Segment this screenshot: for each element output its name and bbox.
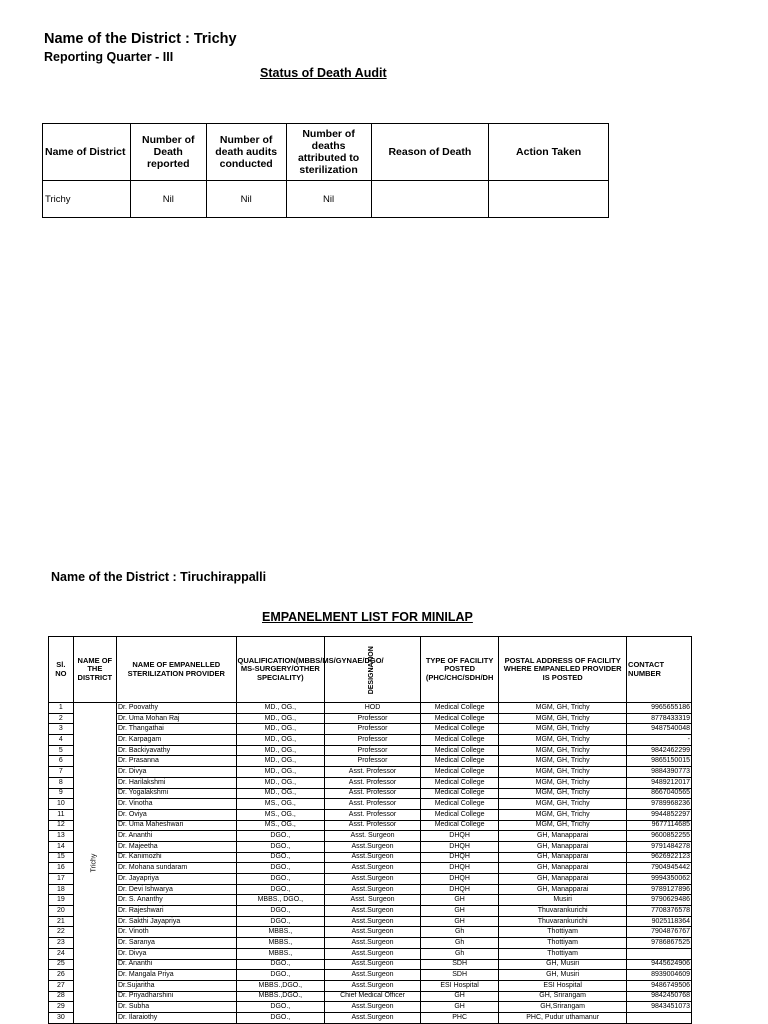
table-row: [49, 991, 692, 1002]
postal-address-cell: MGM, GH, Trichy: [499, 745, 627, 756]
provider-name-cell: Dr. Ananthi: [116, 831, 236, 842]
contact-number-cell: 9600852255: [627, 831, 692, 842]
postal-address-cell: GH, Srirangam: [499, 991, 627, 1002]
sl-no-cell: 5: [49, 745, 74, 756]
facility-type-cell: Gh: [420, 927, 498, 938]
contact-number-cell: 9789968236: [627, 799, 692, 810]
facility-type-cell: Medical College: [420, 767, 498, 778]
audit-header-cell: Number of Death reported: [130, 124, 206, 181]
postal-address-cell: MGM, GH, Trichy: [499, 703, 627, 714]
designation-cell: Professor: [325, 724, 421, 735]
designation-cell: Asst.Surgeon: [325, 970, 421, 981]
table-row: [49, 884, 692, 895]
postal-address-cell: Thuvarankurichi: [499, 906, 627, 917]
provider-name-cell: Dr. Poovathy: [116, 703, 236, 714]
designation-cell: Asst.Surgeon: [325, 1002, 421, 1013]
sl-no-cell: 11: [49, 809, 74, 820]
district-heading-2: Name of the District : Tiruchirappalli: [51, 570, 267, 584]
reporting-quarter: Reporting Quarter - III: [44, 50, 174, 64]
empanelment-title: EMPANELMENT LIST FOR MINILAP: [262, 610, 473, 624]
provider-name-cell: Dr. S. Ananthy: [116, 895, 236, 906]
sl-no-cell: 29: [49, 1002, 74, 1013]
table-row: [49, 863, 692, 874]
table-row: [49, 906, 692, 917]
provider-name-cell: Dr. Subha: [116, 1002, 236, 1013]
qualification-cell: MBBS.,DGO.,: [236, 980, 325, 991]
audit-header-cell: Action Taken: [489, 124, 609, 181]
contact-number-cell: 9025118364: [627, 916, 692, 927]
postal-address-cell: MGM, GH, Trichy: [499, 820, 627, 831]
contact-number-cell: 9486749506: [627, 980, 692, 991]
sl-no-cell: 13: [49, 831, 74, 842]
designation-cell: Asst.Surgeon: [325, 980, 421, 991]
contact-number-cell: 9944852297: [627, 809, 692, 820]
qualification-cell: MBBS.,: [236, 927, 325, 938]
table-row: [49, 895, 692, 906]
designation-cell: Asst.Surgeon: [325, 841, 421, 852]
table-row: [49, 724, 692, 735]
audit-cell: Trichy: [43, 181, 131, 218]
facility-type-cell: GH: [420, 1002, 498, 1013]
table-row: [49, 852, 692, 863]
facility-type-cell: Medical College: [420, 788, 498, 799]
qualification-cell: MS., OG.,: [236, 809, 325, 820]
designation-cell: Asst.Surgeon: [325, 927, 421, 938]
contact-number-cell: 9842462299: [627, 745, 692, 756]
designation-cell: Asst. Surgeon: [325, 831, 421, 842]
facility-type-cell: Medical College: [420, 799, 498, 810]
contact-number-cell: [627, 948, 692, 959]
table-row: [49, 959, 692, 970]
facility-type-cell: SDH: [420, 970, 498, 981]
qualification-cell: DGO.,: [236, 1012, 325, 1023]
postal-address-cell: ESI Hospital: [499, 980, 627, 991]
qualification-cell: MBBS., DGO.,: [236, 895, 325, 906]
sl-no-cell: 26: [49, 970, 74, 981]
postal-address-cell: MGM, GH, Trichy: [499, 713, 627, 724]
postal-address-cell: MGM, GH, Trichy: [499, 777, 627, 788]
designation-cell: Professor: [325, 756, 421, 767]
provider-name-cell: Dr. Thangathai: [116, 724, 236, 735]
sl-no-cell: 30: [49, 1012, 74, 1023]
provider-name-cell: Dr. Jayapriya: [116, 874, 236, 885]
facility-type-cell: Medical College: [420, 724, 498, 735]
audit-cell: [371, 181, 489, 218]
qualification-cell: MD., OG.,: [236, 735, 325, 746]
table-row: [49, 841, 692, 852]
contact-number-cell: 9842450768: [627, 991, 692, 1002]
facility-type-cell: GH: [420, 895, 498, 906]
contact-number-cell: 9994350062: [627, 874, 692, 885]
table-row: [49, 980, 692, 991]
table-row: [49, 703, 692, 714]
table-row: [49, 788, 692, 799]
postal-address-cell: MGM, GH, Trichy: [499, 809, 627, 820]
designation-cell: Asst. Professor: [325, 820, 421, 831]
audit-cell: Nil: [130, 181, 206, 218]
facility-type-cell: Medical College: [420, 745, 498, 756]
sl-no-cell: 14: [49, 841, 74, 852]
sl-no-cell: 15: [49, 852, 74, 863]
facility-type-cell: DHQH: [420, 841, 498, 852]
designation-cell: Asst.Surgeon: [325, 874, 421, 885]
qualification-cell: MS., OG.,: [236, 820, 325, 831]
audit-header-row: [43, 124, 609, 181]
designation-cell: Asst. Professor: [325, 777, 421, 788]
provider-name-cell: Dr. Divya: [116, 767, 236, 778]
qualification-cell: MD., OG.,: [236, 745, 325, 756]
designation-cell: Asst.Surgeon: [325, 863, 421, 874]
sl-no-cell: 9: [49, 788, 74, 799]
contact-number-cell: 9677114685: [627, 820, 692, 831]
designation-cell: Asst. Professor: [325, 799, 421, 810]
qualification-cell: MD., OG.,: [236, 788, 325, 799]
qualification-cell: MD., OG.,: [236, 756, 325, 767]
designation-cell: Asst.Surgeon: [325, 916, 421, 927]
postal-address-cell: Thottiyam: [499, 927, 627, 938]
provider-name-cell: Dr. Harilakshmi: [116, 777, 236, 788]
table-row: [49, 1002, 692, 1013]
provider-name-cell: Dr. Uma Mohan Raj: [116, 713, 236, 724]
designation-cell: Professor: [325, 713, 421, 724]
contact-number-cell: 9789127896: [627, 884, 692, 895]
postal-address-cell: GH, Manapparai: [499, 874, 627, 885]
sl-no-cell: 1: [49, 703, 74, 714]
facility-type-cell: Medical College: [420, 777, 498, 788]
provider-name-cell: Dr. Majeetha: [116, 841, 236, 852]
district-cell-text: Trichy: [90, 853, 98, 873]
table-row: [49, 970, 692, 981]
table-row: [49, 799, 692, 810]
postal-address-cell: PHC, Pudur uthamanur: [499, 1012, 627, 1023]
facility-type-cell: Medical College: [420, 756, 498, 767]
postal-address-cell: GH, Manapparai: [499, 852, 627, 863]
table-row: [49, 874, 692, 885]
table-row: [49, 948, 692, 959]
provider-name-cell: Dr. Devi Ishwarya: [116, 884, 236, 895]
audit-cell: [489, 181, 609, 218]
emp-header-cell: CONTACT NUMBER: [627, 637, 692, 703]
sl-no-cell: 25: [49, 959, 74, 970]
sl-no-cell: 24: [49, 948, 74, 959]
provider-name-cell: Dr. Yogalakshmi: [116, 788, 236, 799]
contact-number-cell: 7708376578: [627, 906, 692, 917]
death-audit-table: [42, 123, 609, 218]
district-heading: Name of the District : Trichy: [44, 31, 237, 47]
qualification-cell: DGO.,: [236, 1002, 325, 1013]
contact-number-cell: -: [627, 735, 692, 746]
sl-no-cell: 16: [49, 863, 74, 874]
audit-cell: Nil: [206, 181, 286, 218]
provider-name-cell: Dr. Karpagam: [116, 735, 236, 746]
empanelment-table: [48, 636, 692, 1024]
postal-address-cell: GH, Musiri: [499, 970, 627, 981]
provider-name-cell: Dr. Ananthi: [116, 959, 236, 970]
qualification-cell: DGO.,: [236, 906, 325, 917]
provider-name-cell: Dr. Backiyavathy: [116, 745, 236, 756]
qualification-cell: MD., OG.,: [236, 724, 325, 735]
designation-cell: Asst. Professor: [325, 788, 421, 799]
table-row: [49, 777, 692, 788]
facility-type-cell: ESI Hospital: [420, 980, 498, 991]
facility-type-cell: Gh: [420, 948, 498, 959]
postal-address-cell: GH, Manapparai: [499, 863, 627, 874]
contact-number-cell: 9445624906: [627, 959, 692, 970]
provider-name-cell: Dr. Ilaraiothy: [116, 1012, 236, 1023]
facility-type-cell: DHQH: [420, 863, 498, 874]
emp-header-cell: Sl. NO: [49, 637, 74, 703]
postal-address-cell: Thottiyam: [499, 948, 627, 959]
sl-no-cell: 21: [49, 916, 74, 927]
qualification-cell: MBBS.,DGO.,: [236, 991, 325, 1002]
contact-number-cell: 9965655186: [627, 703, 692, 714]
designation-cell: HOD: [325, 703, 421, 714]
provider-name-cell: Dr. Prasanna: [116, 756, 236, 767]
sl-no-cell: 12: [49, 820, 74, 831]
sl-no-cell: 28: [49, 991, 74, 1002]
contact-number-cell: 9791484278: [627, 841, 692, 852]
qualification-cell: MD., OG.,: [236, 777, 325, 788]
audit-header-cell: Number of death audits conducted: [206, 124, 286, 181]
provider-name-cell: Dr. Divya: [116, 948, 236, 959]
contact-number-cell: 9790629486: [627, 895, 692, 906]
facility-type-cell: DHQH: [420, 874, 498, 885]
contact-number-cell: 9786867525: [627, 938, 692, 949]
emp-header-cell: NAME OF THE DISTRICT: [73, 637, 116, 703]
facility-type-cell: Medical College: [420, 703, 498, 714]
qualification-cell: DGO.,: [236, 841, 325, 852]
table-row: [49, 745, 692, 756]
contact-number-cell: 9489212017: [627, 777, 692, 788]
qualification-cell: DGO.,: [236, 959, 325, 970]
contact-number-cell: 9487540048: [627, 724, 692, 735]
postal-address-cell: Musiri: [499, 895, 627, 906]
contact-number-cell: 9884390773: [627, 767, 692, 778]
postal-address-cell: MGM, GH, Trichy: [499, 735, 627, 746]
qualification-cell: DGO.,: [236, 874, 325, 885]
emp-header-row: [49, 637, 692, 703]
facility-type-cell: DHQH: [420, 884, 498, 895]
emp-header-cell: [325, 637, 421, 703]
audit-header-cell: Name of District: [43, 124, 131, 181]
provider-name-cell: Dr. Oviya: [116, 809, 236, 820]
sl-no-cell: 17: [49, 874, 74, 885]
postal-address-cell: MGM, GH, Trichy: [499, 756, 627, 767]
contact-number-cell: 7904876767: [627, 927, 692, 938]
postal-address-cell: MGM, GH, Trichy: [499, 724, 627, 735]
designation-cell: Asst.Surgeon: [325, 938, 421, 949]
designation-cell: Asst. Surgeon: [325, 895, 421, 906]
postal-address-cell: GH, Manapparai: [499, 831, 627, 842]
emp-table-body: [49, 703, 692, 1024]
facility-type-cell: GH: [420, 991, 498, 1002]
provider-name-cell: Dr. Vinoth: [116, 927, 236, 938]
provider-name-cell: Dr.Sujaritha: [116, 980, 236, 991]
contact-number-cell: 9626922123: [627, 852, 692, 863]
postal-address-cell: Thuvarankurichi: [499, 916, 627, 927]
facility-type-cell: GH: [420, 906, 498, 917]
qualification-cell: MBBS.,: [236, 938, 325, 949]
contact-number-cell: 8778433319: [627, 713, 692, 724]
table-row: [49, 831, 692, 842]
emp-header-cell: QUALIFICATION(MBBS/MS/GYNAE/DGO/ MS-SURGERY/OTHER SPECIALITY): [236, 637, 325, 703]
contact-number-cell: 8667040565: [627, 788, 692, 799]
designation-header-text: DESIGNATION: [368, 645, 376, 695]
provider-name-cell: Dr. Priyadharshini: [116, 991, 236, 1002]
sl-no-cell: 22: [49, 927, 74, 938]
postal-address-cell: MGM, GH, Trichy: [499, 799, 627, 810]
facility-type-cell: DHQH: [420, 831, 498, 842]
provider-name-cell: Dr. Uma Maheshwari: [116, 820, 236, 831]
sl-no-cell: 8: [49, 777, 74, 788]
sl-no-cell: 4: [49, 735, 74, 746]
designation-cell: Chief Medical Officer: [325, 991, 421, 1002]
qualification-cell: DGO.,: [236, 916, 325, 927]
audit-row: [43, 181, 609, 218]
designation-cell: Asst.Surgeon: [325, 948, 421, 959]
table-row: [49, 713, 692, 724]
qualification-cell: MBBS.,: [236, 948, 325, 959]
facility-type-cell: Medical College: [420, 820, 498, 831]
facility-type-cell: DHQH: [420, 852, 498, 863]
qualification-cell: DGO.,: [236, 970, 325, 981]
district-cell: [73, 703, 116, 1024]
audit-header-cell: Reason of Death: [371, 124, 489, 181]
postal-address-cell: Thottiyam: [499, 938, 627, 949]
emp-header-cell: NAME OF EMPANELLED STERILIZATION PROVIDER: [116, 637, 236, 703]
sl-no-cell: 18: [49, 884, 74, 895]
designation-cell: Professor: [325, 745, 421, 756]
postal-address-cell: GH,Srirangam: [499, 1002, 627, 1013]
status-title: Status of Death Audit: [260, 66, 387, 80]
designation-cell: Asst.Surgeon: [325, 1012, 421, 1023]
designation-cell: Asst. Professor: [325, 767, 421, 778]
provider-name-cell: Dr. Vinotha: [116, 799, 236, 810]
qualification-cell: DGO.,: [236, 831, 325, 842]
postal-address-cell: MGM, GH, Trichy: [499, 767, 627, 778]
sl-no-cell: 19: [49, 895, 74, 906]
provider-name-cell: Dr. Mohana sundaram: [116, 863, 236, 874]
sl-no-cell: 20: [49, 906, 74, 917]
designation-cell: Asst. Professor: [325, 809, 421, 820]
facility-type-cell: SDH: [420, 959, 498, 970]
sl-no-cell: 3: [49, 724, 74, 735]
designation-cell: Professor: [325, 735, 421, 746]
contact-number-cell: 8939004609: [627, 970, 692, 981]
facility-type-cell: Medical College: [420, 713, 498, 724]
contact-number-cell: 9843451073: [627, 1002, 692, 1013]
designation-cell: Asst.Surgeon: [325, 959, 421, 970]
postal-address-cell: GH, Manapparai: [499, 884, 627, 895]
designation-cell: Asst.Surgeon: [325, 906, 421, 917]
table-row: [49, 916, 692, 927]
facility-type-cell: Medical College: [420, 735, 498, 746]
postal-address-cell: GH, Manapparai: [499, 841, 627, 852]
provider-name-cell: Dr. Rajeshwari: [116, 906, 236, 917]
postal-address-cell: GH, Musiri: [499, 959, 627, 970]
provider-name-cell: Dr. Sakthi Jayapriya: [116, 916, 236, 927]
table-row: [49, 938, 692, 949]
sl-no-cell: 2: [49, 713, 74, 724]
sl-no-cell: 10: [49, 799, 74, 810]
qualification-cell: MD., OG.,: [236, 767, 325, 778]
qualification-cell: MD., OG.,: [236, 713, 325, 724]
emp-header-cell: POSTAL ADDRESS OF FACILITY WHERE EMPANELED PROVIDER IS POSTED: [499, 637, 627, 703]
facility-type-cell: Gh: [420, 938, 498, 949]
table-row: [49, 820, 692, 831]
sl-no-cell: 23: [49, 938, 74, 949]
sl-no-cell: 27: [49, 980, 74, 991]
designation-cell: Asst.Surgeon: [325, 852, 421, 863]
qualification-cell: MD., OG.,: [236, 703, 325, 714]
provider-name-cell: Dr. Kanimozhi: [116, 852, 236, 863]
audit-header-cell: Number of deaths attributed to sterilization: [286, 124, 371, 181]
table-row: [49, 809, 692, 820]
sl-no-cell: 7: [49, 767, 74, 778]
sl-no-cell: 6: [49, 756, 74, 767]
table-row: [49, 756, 692, 767]
postal-address-cell: MGM, GH, Trichy: [499, 788, 627, 799]
table-row: [49, 735, 692, 746]
table-row: [49, 927, 692, 938]
facility-type-cell: Medical College: [420, 809, 498, 820]
provider-name-cell: Dr. Saranya: [116, 938, 236, 949]
contact-number-cell: 9865150015: [627, 756, 692, 767]
contact-number-cell: 7904945442: [627, 863, 692, 874]
facility-type-cell: GH: [420, 916, 498, 927]
facility-type-cell: PHC: [420, 1012, 498, 1023]
audit-cell: Nil: [286, 181, 371, 218]
qualification-cell: DGO.,: [236, 884, 325, 895]
qualification-cell: DGO.,: [236, 852, 325, 863]
emp-header-cell: TYPE OF FACILITY POSTED (PHC/CHC/SDH/DH: [420, 637, 498, 703]
contact-number-cell: [627, 1012, 692, 1023]
designation-cell: Asst.Surgeon: [325, 884, 421, 895]
qualification-cell: DGO.,: [236, 863, 325, 874]
table-row: [49, 1012, 692, 1023]
table-row: [49, 767, 692, 778]
provider-name-cell: Dr. Mangala Priya: [116, 970, 236, 981]
qualification-cell: MS., OG.,: [236, 799, 325, 810]
